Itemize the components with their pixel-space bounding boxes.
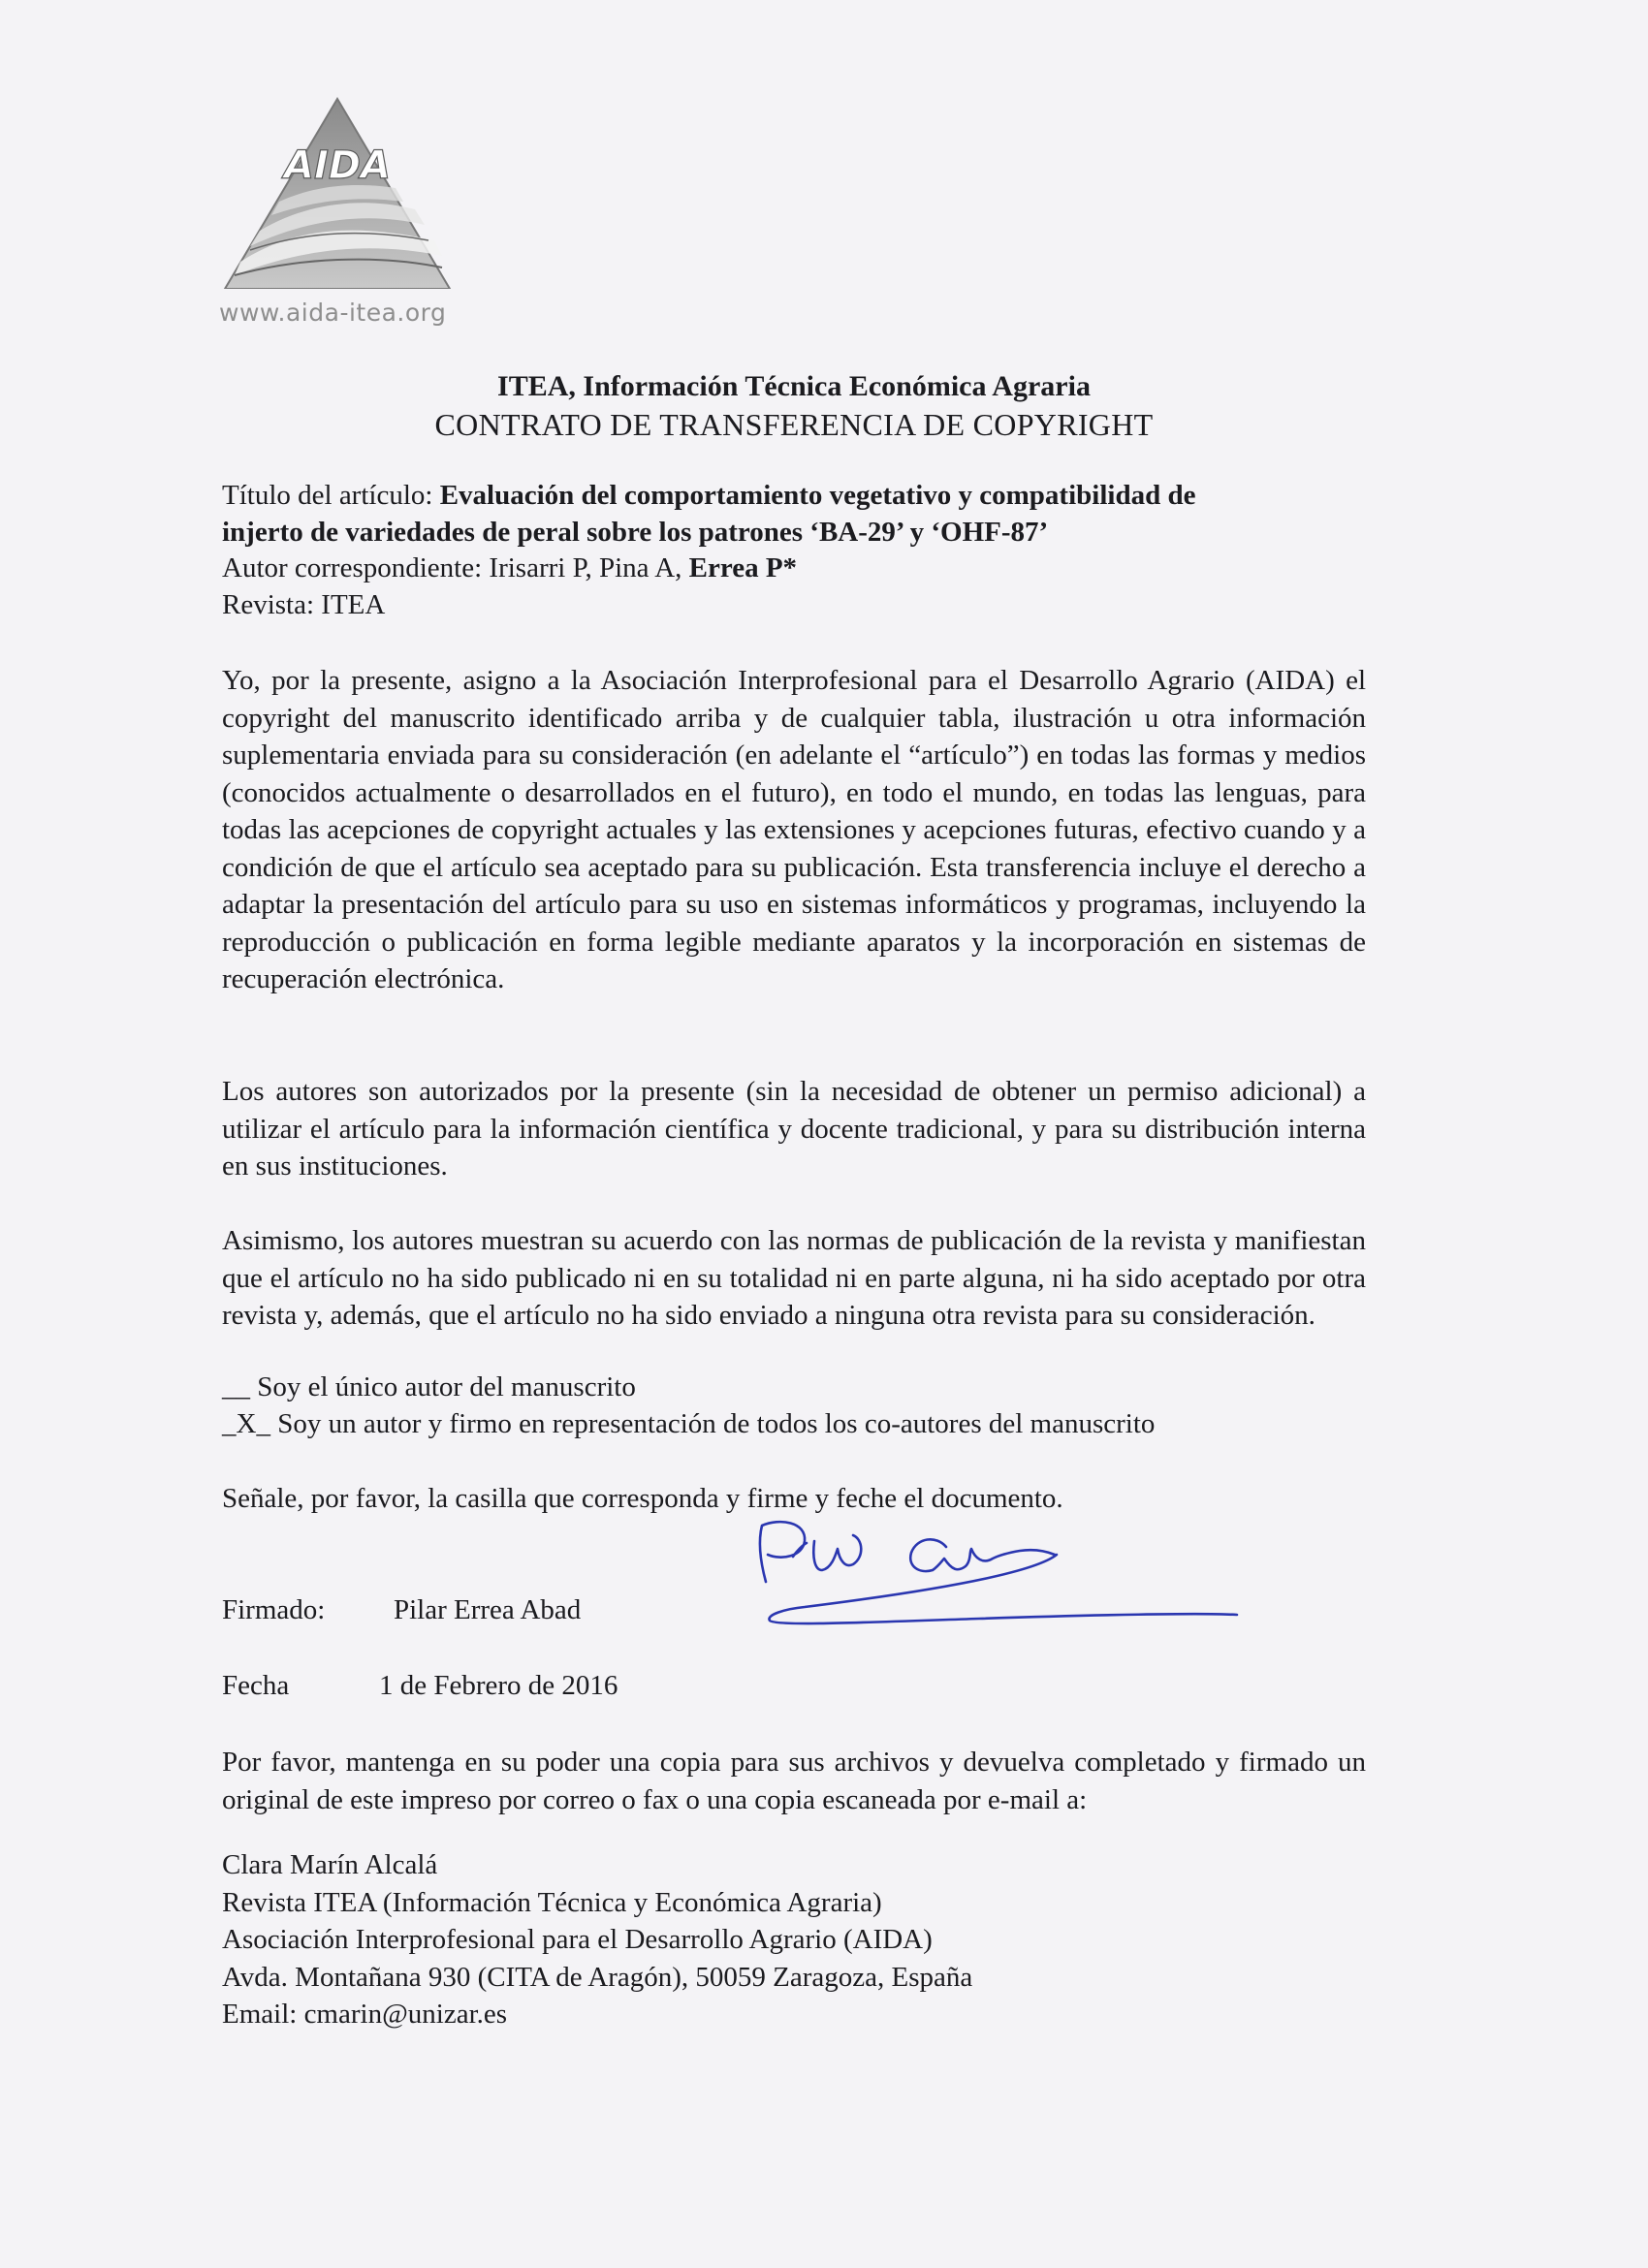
signed-label: Firmado: <box>222 1594 326 1625</box>
contract-title: CONTRATO DE TRANSFERENCIA DE COPYRIGHT <box>434 407 1154 442</box>
logo-brand-text: AIDA <box>284 143 391 188</box>
corresponding-author-name: Errea P* <box>688 552 798 583</box>
date-value: 1 de Febrero de 2016 <box>379 1670 618 1701</box>
contact-name: Clara Marín Alcalá <box>222 1849 438 1880</box>
author-label: Autor correspondiente: <box>222 552 490 583</box>
option-sole-author: __ Soy el único autor del manuscrito <box>222 1371 636 1402</box>
closing-paragraph: Por favor, mantenga en su poder una copia para sus archivos y devuelva completado y firmado un original de este impreso por correo o fax o una copia escaneada por e-mail a: <box>222 1747 1366 1815</box>
handwritten-signature <box>746 1512 1251 1657</box>
authors-list: Irisarri P, Pina A, <box>489 552 689 583</box>
article-title-part2: injerto de variedades de peral sobre los patrones ‘BA-29’ y ‘OHF-87’ <box>222 517 1049 548</box>
article-title-part1: Evaluación del comportamiento vegetativo y compatibilidad de <box>439 480 1196 511</box>
contact-organization: Asociación Interprofesional para el Desarrollo Agrario (AIDA) <box>222 1924 933 1955</box>
date-label: Fecha <box>222 1670 290 1701</box>
contact-journal: Revista ITEA (Información Técnica y Económica Agraria) <box>222 1886 882 1918</box>
aida-logo <box>221 95 454 289</box>
option-co-author: _X_ Soy un autor y firmo en representación de todos los co-autores del manuscrito <box>222 1408 1156 1439</box>
journal-heading: ITEA, Información Técnica Económica Agraria <box>497 370 1091 402</box>
authorization-paragraph: Los autores son autorizados por la presente (sin la necesidad de obtener un permiso adicional) a utilizar el artículo para la información científica y docente tradicional, y para su distribución interna en sus instituciones. <box>222 1076 1366 1181</box>
contact-street: Avda. Montañana 930 (CITA de Aragón), 50059 Zaragoza, España <box>222 1961 973 1993</box>
instruction-text: Señale, por favor, la casilla que corresponda y firme y feche el documento. <box>222 1483 1063 1514</box>
agreement-paragraph: Asimismo, los autores muestran su acuerdo con las normas de publicación de la revista y manifiestan que el artículo no ha sido publicado ni en su totalidad ni en parte alguna, ni ha sido aceptado por otra revista y, además, que el artículo no ha sido enviado a ninguna otra revista para su consideración. <box>222 1225 1366 1331</box>
corresponding-author <box>222 551 1366 586</box>
contact-email: Email: cmarin@unizar.es <box>222 1999 508 2030</box>
article-title-line1 <box>222 478 1366 514</box>
signer-name: Pilar Errea Abad <box>394 1594 582 1625</box>
assignment-paragraph: Yo, por la presente, asigno a la Asociación Interprofesional para el Desarrollo Agrario (AIDA) el copyright del manuscrito identificado arriba y de cualquier tabla, ilustración u otra información suplementaria enviada para su consideración (en adelante el “artículo”) en todas las formas y medios (conocidos actualmente o desarrollados en el futuro), en todo el mundo, en todas las lenguas, para todas las acepciones de copyright actuales y las extensiones y acepciones futuras, efectivo cuando y a condición de que el artículo sea aceptado para su publicación. Esta transferencia incluye el derecho a adaptar la presentación del artículo para su uso en sistemas informáticos y programas, incluyendo la reproducción o publicación en forma legible mediante aparatos y la incorporación en sistemas de recuperación electrónica. <box>222 665 1366 994</box>
article-title-label: Título del artículo: <box>222 480 440 511</box>
journal-name: Revista: ITEA <box>222 589 386 620</box>
article-title-line2 <box>222 515 1366 551</box>
contact-address <box>222 1846 972 2033</box>
logo-url: www.aida-itea.org <box>219 299 447 327</box>
